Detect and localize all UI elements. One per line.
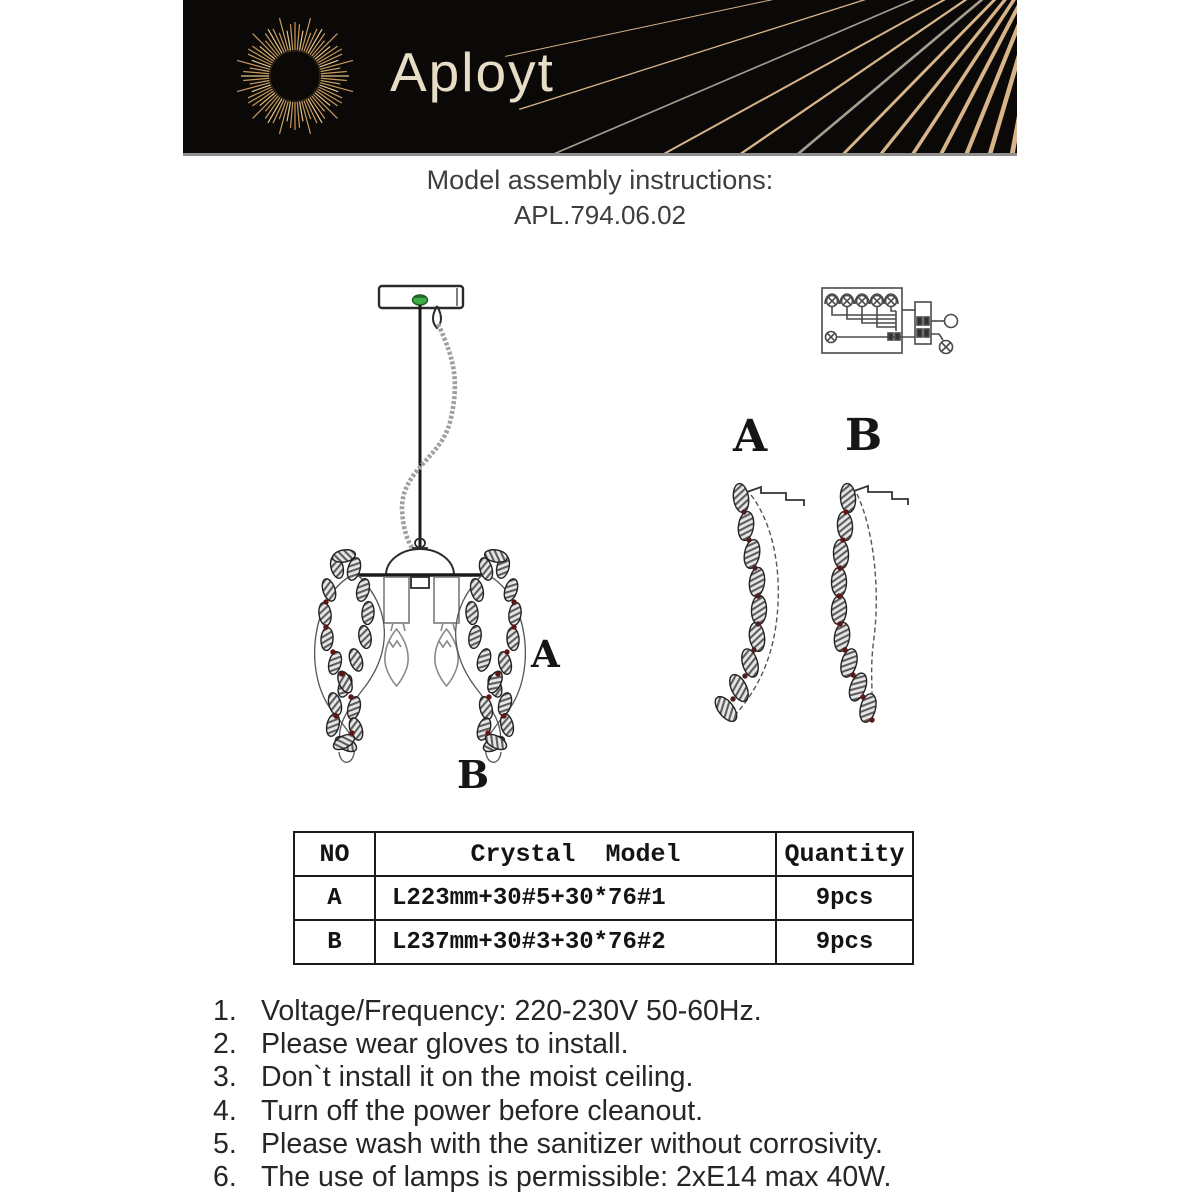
item-text: The use of lamps is permissible: 2xE14 max 40W. [261,1161,892,1194]
pendant-lamp-drawing [315,286,526,762]
instruction-list [213,995,1043,1194]
item-text: Don`t install it on the moist ceiling. [261,1061,694,1094]
item-number: 1. [213,995,237,1027]
table-row [294,876,913,920]
list-item [213,1161,1043,1194]
list-item [213,1028,1043,1061]
piece-b-label: B [845,410,883,461]
crystal-model-table [293,831,914,965]
cell-model: L237mm+30#3+30*76#2 [375,920,776,964]
header-model: Crystal Model [375,832,776,876]
item-number: 5. [213,1127,237,1160]
list-item [213,1061,1043,1094]
piece-a-label: A [733,411,768,462]
lamp-strand-a-label: A [531,632,560,676]
item-text: Turn off the power before cleanout. [261,1094,704,1127]
list-item [213,1128,1043,1161]
lamp-strand-b-label: B [457,752,490,797]
cell-qty: 9pcs [776,876,913,920]
cell-model: L223mm+30#5+30*76#1 [375,876,776,920]
header-quantity: Quantity [776,832,913,876]
model-number: APL.794.06.02 [513,200,687,230]
cell-no: A [294,876,375,920]
item-text: Please wear gloves to install. [261,1028,629,1061]
cell-qty: 9pcs [776,920,913,964]
item-number: 6. [213,1161,237,1194]
item-text: Voltage/Frequency: 220-230V 50-60Hz. [261,995,762,1027]
table-row [294,920,913,964]
page-title: Model assembly instructions: [426,165,774,195]
brand-logo-text: Aployt [390,41,555,103]
crystal-strand-b-drawing [831,483,908,724]
item-text: Please wash with the sanitizer without corrosivity. [261,1127,883,1160]
list-item [213,995,1043,1028]
item-number: 2. [213,1028,237,1061]
header-no: NO [294,832,375,876]
crystal-strand-a-drawing [711,483,804,725]
item-number: 3. [213,1061,237,1094]
list-item [213,1095,1043,1128]
wiring-diagram [822,288,958,354]
table-header-row [294,832,913,876]
item-number: 4. [213,1094,237,1127]
cell-no: B [294,920,375,964]
